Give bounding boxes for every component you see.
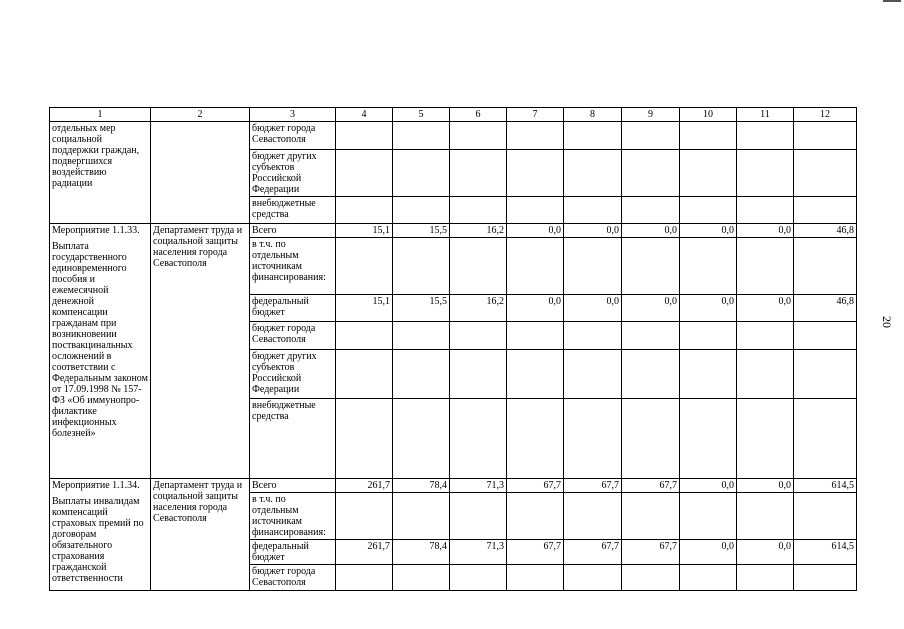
year-value: 78,4 <box>393 540 450 565</box>
total-value <box>794 197 857 224</box>
year-value <box>564 150 622 197</box>
measure-description-cell <box>50 224 151 479</box>
year-value <box>450 350 507 399</box>
year-value <box>507 122 564 150</box>
funding-source: в т.ч. по отдельным источникам финансирования: <box>250 238 336 295</box>
year-value <box>393 493 450 540</box>
year-value <box>393 150 450 197</box>
year-value <box>393 322 450 350</box>
year-value <box>450 322 507 350</box>
funding-source: Всего <box>250 479 336 493</box>
year-value <box>622 399 680 479</box>
year-value: 0,0 <box>564 295 622 322</box>
year-value <box>507 399 564 479</box>
year-value <box>622 493 680 540</box>
funding-source: бюджет города Севастополя <box>250 322 336 350</box>
year-value: 67,7 <box>564 479 622 493</box>
column-number: 8 <box>564 108 622 122</box>
year-value <box>622 350 680 399</box>
total-value <box>794 493 857 540</box>
measure-description-cell <box>50 122 151 224</box>
total-value <box>794 238 857 295</box>
funding-source: в т.ч. по отдельным источникам финансирования: <box>250 493 336 540</box>
column-number: 4 <box>336 108 393 122</box>
year-value <box>336 197 393 224</box>
year-value <box>507 150 564 197</box>
year-value: 0,0 <box>507 295 564 322</box>
year-value: 67,7 <box>622 540 680 565</box>
year-value: 67,7 <box>507 479 564 493</box>
year-value <box>336 350 393 399</box>
year-value <box>622 197 680 224</box>
table-row <box>50 224 857 238</box>
column-number: 12 <box>794 108 857 122</box>
year-value <box>737 399 794 479</box>
year-value <box>336 565 393 591</box>
year-value <box>507 565 564 591</box>
year-value: 15,5 <box>393 295 450 322</box>
year-value <box>564 197 622 224</box>
year-value <box>507 350 564 399</box>
total-value <box>794 122 857 150</box>
year-value <box>737 565 794 591</box>
year-value <box>507 238 564 295</box>
table-body <box>50 122 857 591</box>
total-value: 46,8 <box>794 224 857 238</box>
year-value <box>622 150 680 197</box>
funding-source: внебюджетные средства <box>250 197 336 224</box>
year-value <box>450 565 507 591</box>
year-value: 0,0 <box>507 224 564 238</box>
year-value <box>680 122 737 150</box>
year-value <box>450 493 507 540</box>
year-value <box>450 238 507 295</box>
year-value <box>680 238 737 295</box>
measure-title: Мероприятие 1.1.33. <box>52 225 140 236</box>
year-value: 67,7 <box>622 479 680 493</box>
year-value <box>336 493 393 540</box>
year-value <box>336 150 393 197</box>
year-value: 0,0 <box>680 479 737 493</box>
column-number: 10 <box>680 108 737 122</box>
year-value <box>737 150 794 197</box>
year-value <box>564 122 622 150</box>
year-value: 0,0 <box>737 224 794 238</box>
page-number: 20 <box>880 316 894 328</box>
column-number: 9 <box>622 108 680 122</box>
year-value <box>450 122 507 150</box>
year-value <box>450 150 507 197</box>
year-value <box>564 238 622 295</box>
year-value <box>393 350 450 399</box>
year-value <box>393 197 450 224</box>
year-value: 261,7 <box>336 540 393 565</box>
year-value <box>450 197 507 224</box>
year-value <box>507 322 564 350</box>
year-value <box>680 322 737 350</box>
column-number: 11 <box>737 108 794 122</box>
year-value: 0,0 <box>680 295 737 322</box>
year-value <box>737 350 794 399</box>
year-value <box>393 565 450 591</box>
year-value: 67,7 <box>564 540 622 565</box>
year-value: 0,0 <box>622 224 680 238</box>
year-value: 0,0 <box>737 479 794 493</box>
year-value <box>450 399 507 479</box>
year-value: 0,0 <box>680 540 737 565</box>
year-value: 0,0 <box>737 540 794 565</box>
measure-description: отдельных мер социальной поддержки граждан, подвергшихся воздействию радиации <box>52 123 140 189</box>
year-value <box>737 493 794 540</box>
year-value: 0,0 <box>622 295 680 322</box>
total-value <box>794 322 857 350</box>
funding-source: федеральный бюджет <box>250 540 336 565</box>
year-value <box>564 399 622 479</box>
table-row <box>50 479 857 493</box>
total-value <box>794 350 857 399</box>
year-value <box>622 122 680 150</box>
year-value <box>680 197 737 224</box>
responsible-department: Департамент труда и социальной защиты населения города Севастополя <box>151 224 250 479</box>
column-number: 3 <box>250 108 336 122</box>
year-value <box>393 122 450 150</box>
total-value <box>794 565 857 591</box>
year-value <box>564 565 622 591</box>
total-value: 614,5 <box>794 540 857 565</box>
column-number: 5 <box>393 108 450 122</box>
column-number: 1 <box>50 108 151 122</box>
measure-description-cell <box>50 479 151 591</box>
year-value <box>680 399 737 479</box>
column-number: 2 <box>151 108 250 122</box>
year-value <box>622 322 680 350</box>
funding-source: бюджет города Севастополя <box>250 565 336 591</box>
table-row <box>50 122 857 150</box>
year-value <box>564 322 622 350</box>
responsible-department <box>151 122 250 224</box>
year-value: 0,0 <box>680 224 737 238</box>
year-value <box>622 238 680 295</box>
total-value <box>794 150 857 197</box>
year-value: 16,2 <box>450 224 507 238</box>
year-value: 67,7 <box>507 540 564 565</box>
responsible-department: Департамент труда и социальной защиты населения города Севастополя <box>151 479 250 591</box>
total-value: 614,5 <box>794 479 857 493</box>
funding-source: бюджет других субъектов Российской Федерации <box>250 150 336 197</box>
year-value: 0,0 <box>737 295 794 322</box>
year-value: 261,7 <box>336 479 393 493</box>
year-value: 15,1 <box>336 224 393 238</box>
total-value <box>794 399 857 479</box>
year-value <box>393 399 450 479</box>
year-value <box>336 122 393 150</box>
funding-source: федеральный бюджет <box>250 295 336 322</box>
year-value <box>622 565 680 591</box>
year-value <box>564 493 622 540</box>
year-value <box>393 238 450 295</box>
year-value <box>737 322 794 350</box>
year-value: 71,3 <box>450 540 507 565</box>
measure-title: Мероприятие 1.1.34. <box>52 480 140 491</box>
total-value: 46,8 <box>794 295 857 322</box>
year-value <box>737 197 794 224</box>
year-value <box>737 238 794 295</box>
funding-source: внебюджетные средства <box>250 399 336 479</box>
column-number-row <box>50 108 857 122</box>
measure-description: Выплата государственного единовременного пособия и ежемесячной денежной компенсации гражданам при возникновении поствакцинальных осложнений в соответствии с Федеральным законом от 17.09.1998 № 157-ФЗ «Об иммунопро-филактике инфекционных болезней» <box>52 241 148 439</box>
year-value: 71,3 <box>450 479 507 493</box>
funding-source: бюджет города Севастополя <box>250 122 336 150</box>
year-value <box>507 493 564 540</box>
year-value <box>564 350 622 399</box>
column-number: 7 <box>507 108 564 122</box>
year-value: 78,4 <box>393 479 450 493</box>
year-value <box>680 493 737 540</box>
year-value <box>336 399 393 479</box>
year-value <box>680 350 737 399</box>
year-value: 15,1 <box>336 295 393 322</box>
year-value: 0,0 <box>564 224 622 238</box>
year-value <box>680 150 737 197</box>
scan-edge-mark <box>883 0 901 2</box>
year-value <box>680 565 737 591</box>
year-value <box>336 238 393 295</box>
program-funding-table <box>49 107 857 591</box>
year-value <box>336 322 393 350</box>
year-value: 15,5 <box>393 224 450 238</box>
year-value <box>507 197 564 224</box>
measure-description: Выплаты инвалидам компенсаций страховых премий по договорам обязательного страхования гражданской ответственности <box>52 496 144 584</box>
year-value <box>737 122 794 150</box>
funding-source: Всего <box>250 224 336 238</box>
funding-source: бюджет других субъектов Российской Федерации <box>250 350 336 399</box>
column-number: 6 <box>450 108 507 122</box>
year-value: 16,2 <box>450 295 507 322</box>
